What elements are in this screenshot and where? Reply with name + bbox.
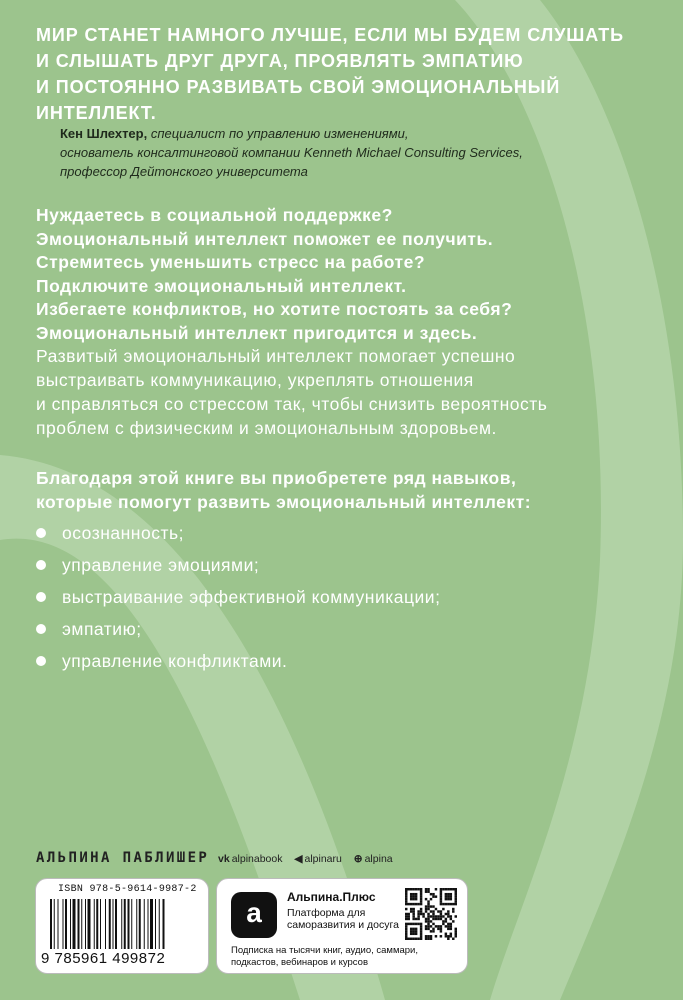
question-line: Избегаете конфликтов, но хотите постоять за себя? xyxy=(36,299,513,320)
bullet-icon xyxy=(36,624,46,634)
social-links xyxy=(218,853,402,865)
skill-item xyxy=(36,521,440,553)
quote-line: И ПОСТОЯННО РАЗВИВАТЬ СВОЙ ЭМОЦИОНАЛЬНЫЙ xyxy=(36,77,561,97)
paragraph-line: выстраивать коммуникацию, укреплять отношения xyxy=(36,370,474,390)
bullet-icon xyxy=(36,528,46,538)
social-label: alpinaru xyxy=(304,853,342,865)
question-line: Эмоциональный интеллект пригодится и здесь. xyxy=(36,322,478,343)
paragraph-line: и справляться со стрессом так, чтобы снизить вероятность xyxy=(36,394,548,414)
publisher-logo: АЛЬПИНА ПАБЛИШЕР xyxy=(36,850,210,866)
paragraph-line: Развитый эмоциональный интеллект помогает успешно xyxy=(36,346,516,366)
quote-line: ИНТЕЛЛЕКТ. xyxy=(36,103,157,123)
description-paragraph xyxy=(36,344,656,440)
barcode-panel xyxy=(35,878,209,974)
epigraph-quote xyxy=(36,22,666,126)
author-role: специалист по управлению изменениями, xyxy=(147,126,409,141)
question-line: Подключите эмоциональный интеллект. xyxy=(36,275,407,296)
skill-item xyxy=(36,585,440,617)
bullet-icon xyxy=(36,656,46,666)
social-link-site[interactable] xyxy=(354,853,393,865)
question-line: Стремитесь уменьшить стресс на работе? xyxy=(36,252,426,273)
author-name: Кен Шлехтер, xyxy=(60,126,148,141)
quote-attribution xyxy=(60,124,620,181)
questions-block xyxy=(36,204,656,346)
skill-label: управление конфликтами. xyxy=(62,651,288,671)
barcode-icon xyxy=(50,899,200,949)
skill-label: управление эмоциями; xyxy=(62,555,260,575)
promo-description: Подписка на тысячи книг, аудио, саммари, подкастов, вебинаров и курсов xyxy=(231,945,418,968)
promo-subtitle: Платформа для саморазвития и досуга xyxy=(287,907,399,931)
barcode-digits: 9 785961 499872 xyxy=(41,950,166,967)
bullet-icon xyxy=(36,592,46,602)
alpina-plus-promo[interactable] xyxy=(216,878,468,974)
skills-list xyxy=(36,521,440,681)
paragraph-line: проблем с физическим и эмоциональным здоровьем. xyxy=(36,418,497,438)
logo-letter: a xyxy=(246,897,262,928)
question-line: Эмоциональный интеллект поможет ее получить. xyxy=(36,228,494,249)
social-label: alpina xyxy=(364,853,393,865)
author-role: профессор Дейтонского университета xyxy=(60,164,308,179)
quote-line: МИР СТАНЕТ НАМНОГО ЛУЧШЕ, ЕСЛИ МЫ БУДЕМ СЛУШАТЬ xyxy=(36,25,625,45)
skill-item xyxy=(36,617,440,649)
question-line: Нуждаетесь в социальной поддержке? xyxy=(36,205,393,225)
bullet-icon xyxy=(36,560,46,570)
isbn-label: ISBN 978-5-9614-9987-2 xyxy=(58,884,197,895)
qr-code-icon[interactable] xyxy=(405,888,457,940)
skill-label: осознанность; xyxy=(62,523,184,543)
skill-label: эмпатию; xyxy=(62,619,142,639)
skill-label: выстраивание эффективной коммуникации; xyxy=(62,587,441,607)
telegram-icon: ◀ xyxy=(294,853,303,865)
vk-icon: vk xyxy=(218,853,230,865)
skills-intro-line: Благодаря этой книге вы приобретете ряд навыков, xyxy=(36,468,517,488)
social-label: alpinabook xyxy=(231,853,283,865)
promo-title: Альпина.Плюс xyxy=(287,890,376,904)
skills-intro-line: которые помогут развить эмоциональный интеллект: xyxy=(36,492,532,512)
skills-intro xyxy=(36,466,656,514)
social-link-vk[interactable] xyxy=(218,853,282,865)
quote-line: И СЛЫШАТЬ ДРУГ ДРУГА, ПРОЯВЛЯТЬ ЭМПАТИЮ xyxy=(36,51,524,71)
globe-icon: ⊕ xyxy=(353,853,363,865)
skill-item xyxy=(36,553,440,585)
alpina-plus-logo-icon xyxy=(231,892,277,938)
author-role: основатель консалтинговой компании Kenneth Michael Consulting Services, xyxy=(60,145,523,160)
social-link-telegram[interactable] xyxy=(294,853,341,865)
skill-item xyxy=(36,649,440,681)
